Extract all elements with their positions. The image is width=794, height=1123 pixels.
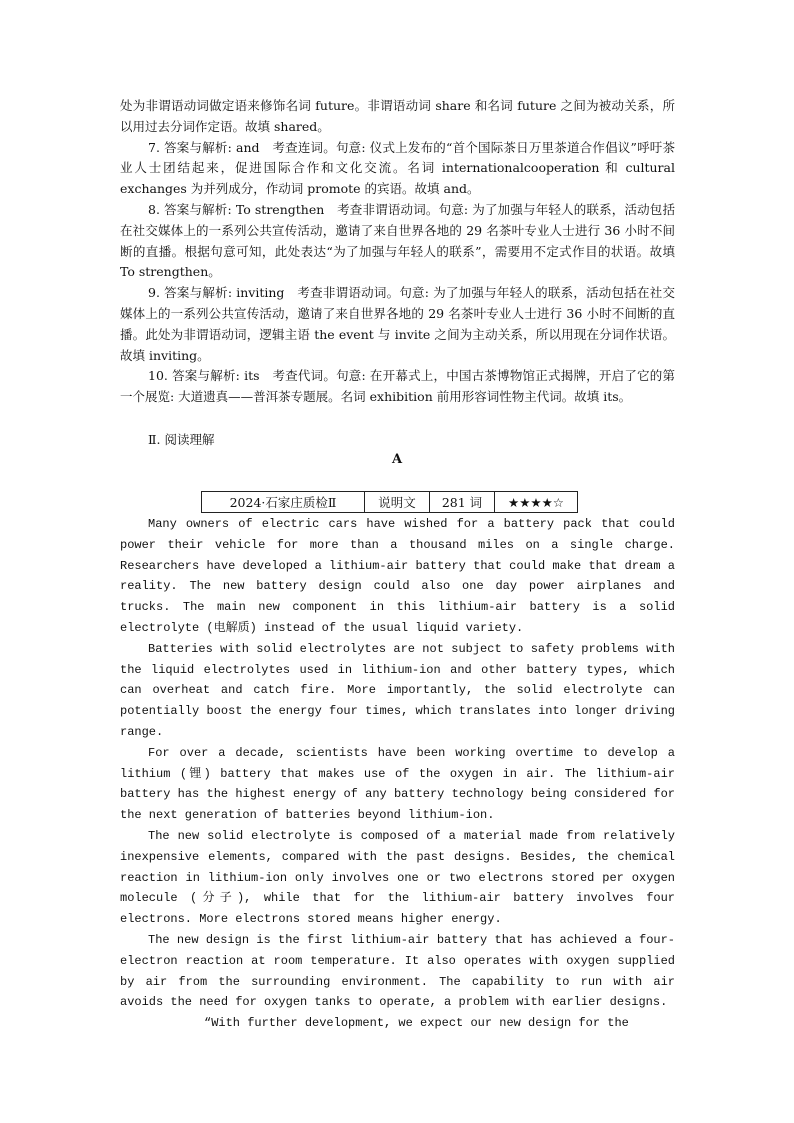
answer-8: 8. 答案与解析: To strengthen 考查非谓语动词。句意: 为了加强与年轻人的联系，活动包括在社交媒体上的一系列公共宣传活动，邀请了来自世界各地的 29 名茶叶专业人士进行 36 小时不间断的直播。根据句意可知，此处表达“为了加强与年轻人的联系”，需要用不定式作目的状语。故填 To strengthen。 <box>120 201 675 280</box>
info-difficulty-stars: ★★★★☆ <box>495 492 578 513</box>
info-genre: 说明文 <box>365 492 430 513</box>
answer-10: 10. 答案与解析: its 考查代词。句意: 在开幕式上，中国古茶博物馆正式揭牌，开启了它的第一个展览: 大道遗真——普洱茶专题展。名词 exhibition 前用形容词性物主代词。故填 its。 <box>120 368 675 405</box>
paragraph-4: The new solid electrolyte is composed of a material made from relatively inexpensive elements, compared with the past designs. Besides, the chemical reaction in lithium-ion only involves one or two electrons stored per oxygen molecule (分子), while that for the lithium-air battery involves four electrons. More electrons stored means higher energy. <box>120 828 675 927</box>
paragraph-2: Batteries with solid electrolytes are not subject to safety problems with the liquid electrolytes used in lithium-ion and other battery types, which can overheat and catch fire. More importantly, the solid electrolyte can potentially boost the energy four times, which translates into longer driving range. <box>120 641 675 739</box>
info-word-count: 281 词 <box>430 492 495 513</box>
passage-label: A <box>391 452 403 467</box>
passage-info-table <box>201 491 578 513</box>
paragraph-6: “With further development, we expect our new design for the <box>204 1016 629 1031</box>
answer-explanations <box>120 96 675 408</box>
reading-passage <box>120 514 675 1034</box>
info-source: 2024·石家庄质检Ⅱ <box>202 492 365 513</box>
paragraph-5: The new design is the first lithium-air battery that has achieved a four-electron reaction at room temperature. It also operates with oxygen supplied by air from the surrounding environment. The capability to run with air avoids the need for oxygen tanks to operate, a problem with earlier designs. <box>120 932 675 1010</box>
answer-9: 9. 答案与解析: inviting 考查非谓语动词。句意: 为了加强与年轻人的联系，活动包括在社交媒体上的一系列公共宣传活动，邀请了来自世界各地的 29 名茶叶专业人士进行 36 小时不间断的直播。此处为非谓语动词，逻辑主语 the event 与 invite 之间为主动关系，所以用现在分词作状语。故填 inviting。 <box>120 285 675 363</box>
section-title: Ⅱ. 阅读理解 <box>148 432 215 447</box>
answer-6-continued: 处为非谓语动词做定语来修饰名词 future。非谓语动词 share 和名词 future 之间为被动关系，所以用过去分词作定语。故填 shared。 <box>120 98 675 134</box>
paragraph-1: Many owners of electric cars have wished for a battery pack that could power their vehicle for more than a thousand miles on a single charge. Researchers have developed a lithium-air battery that could make that dream a reality. The new battery design could also one day power airplanes and trucks. The main new component in this lithium-air battery is a solid electrolyte (电解质) instead of the usual liquid variety. <box>120 517 675 635</box>
paragraph-3: For over a decade, scientists have been working overtime to develop a lithium (锂) battery that makes use of the oxygen in air. The lithium-air battery has the highest energy of any battery technology being considered for the next generation of batteries beyond lithium-ion. <box>120 745 675 823</box>
answer-7: 7. 答案与解析: and 考查连词。句意: 仪式上发布的“首个国际茶日万里茶道合作倡议”呼吁茶业人士团结起来，促进国际合作和文化交流。名词 internationalcooperation 和 cultural exchanges 为并列成分，作动词 promote 的宾语。故填 and。 <box>120 139 675 197</box>
